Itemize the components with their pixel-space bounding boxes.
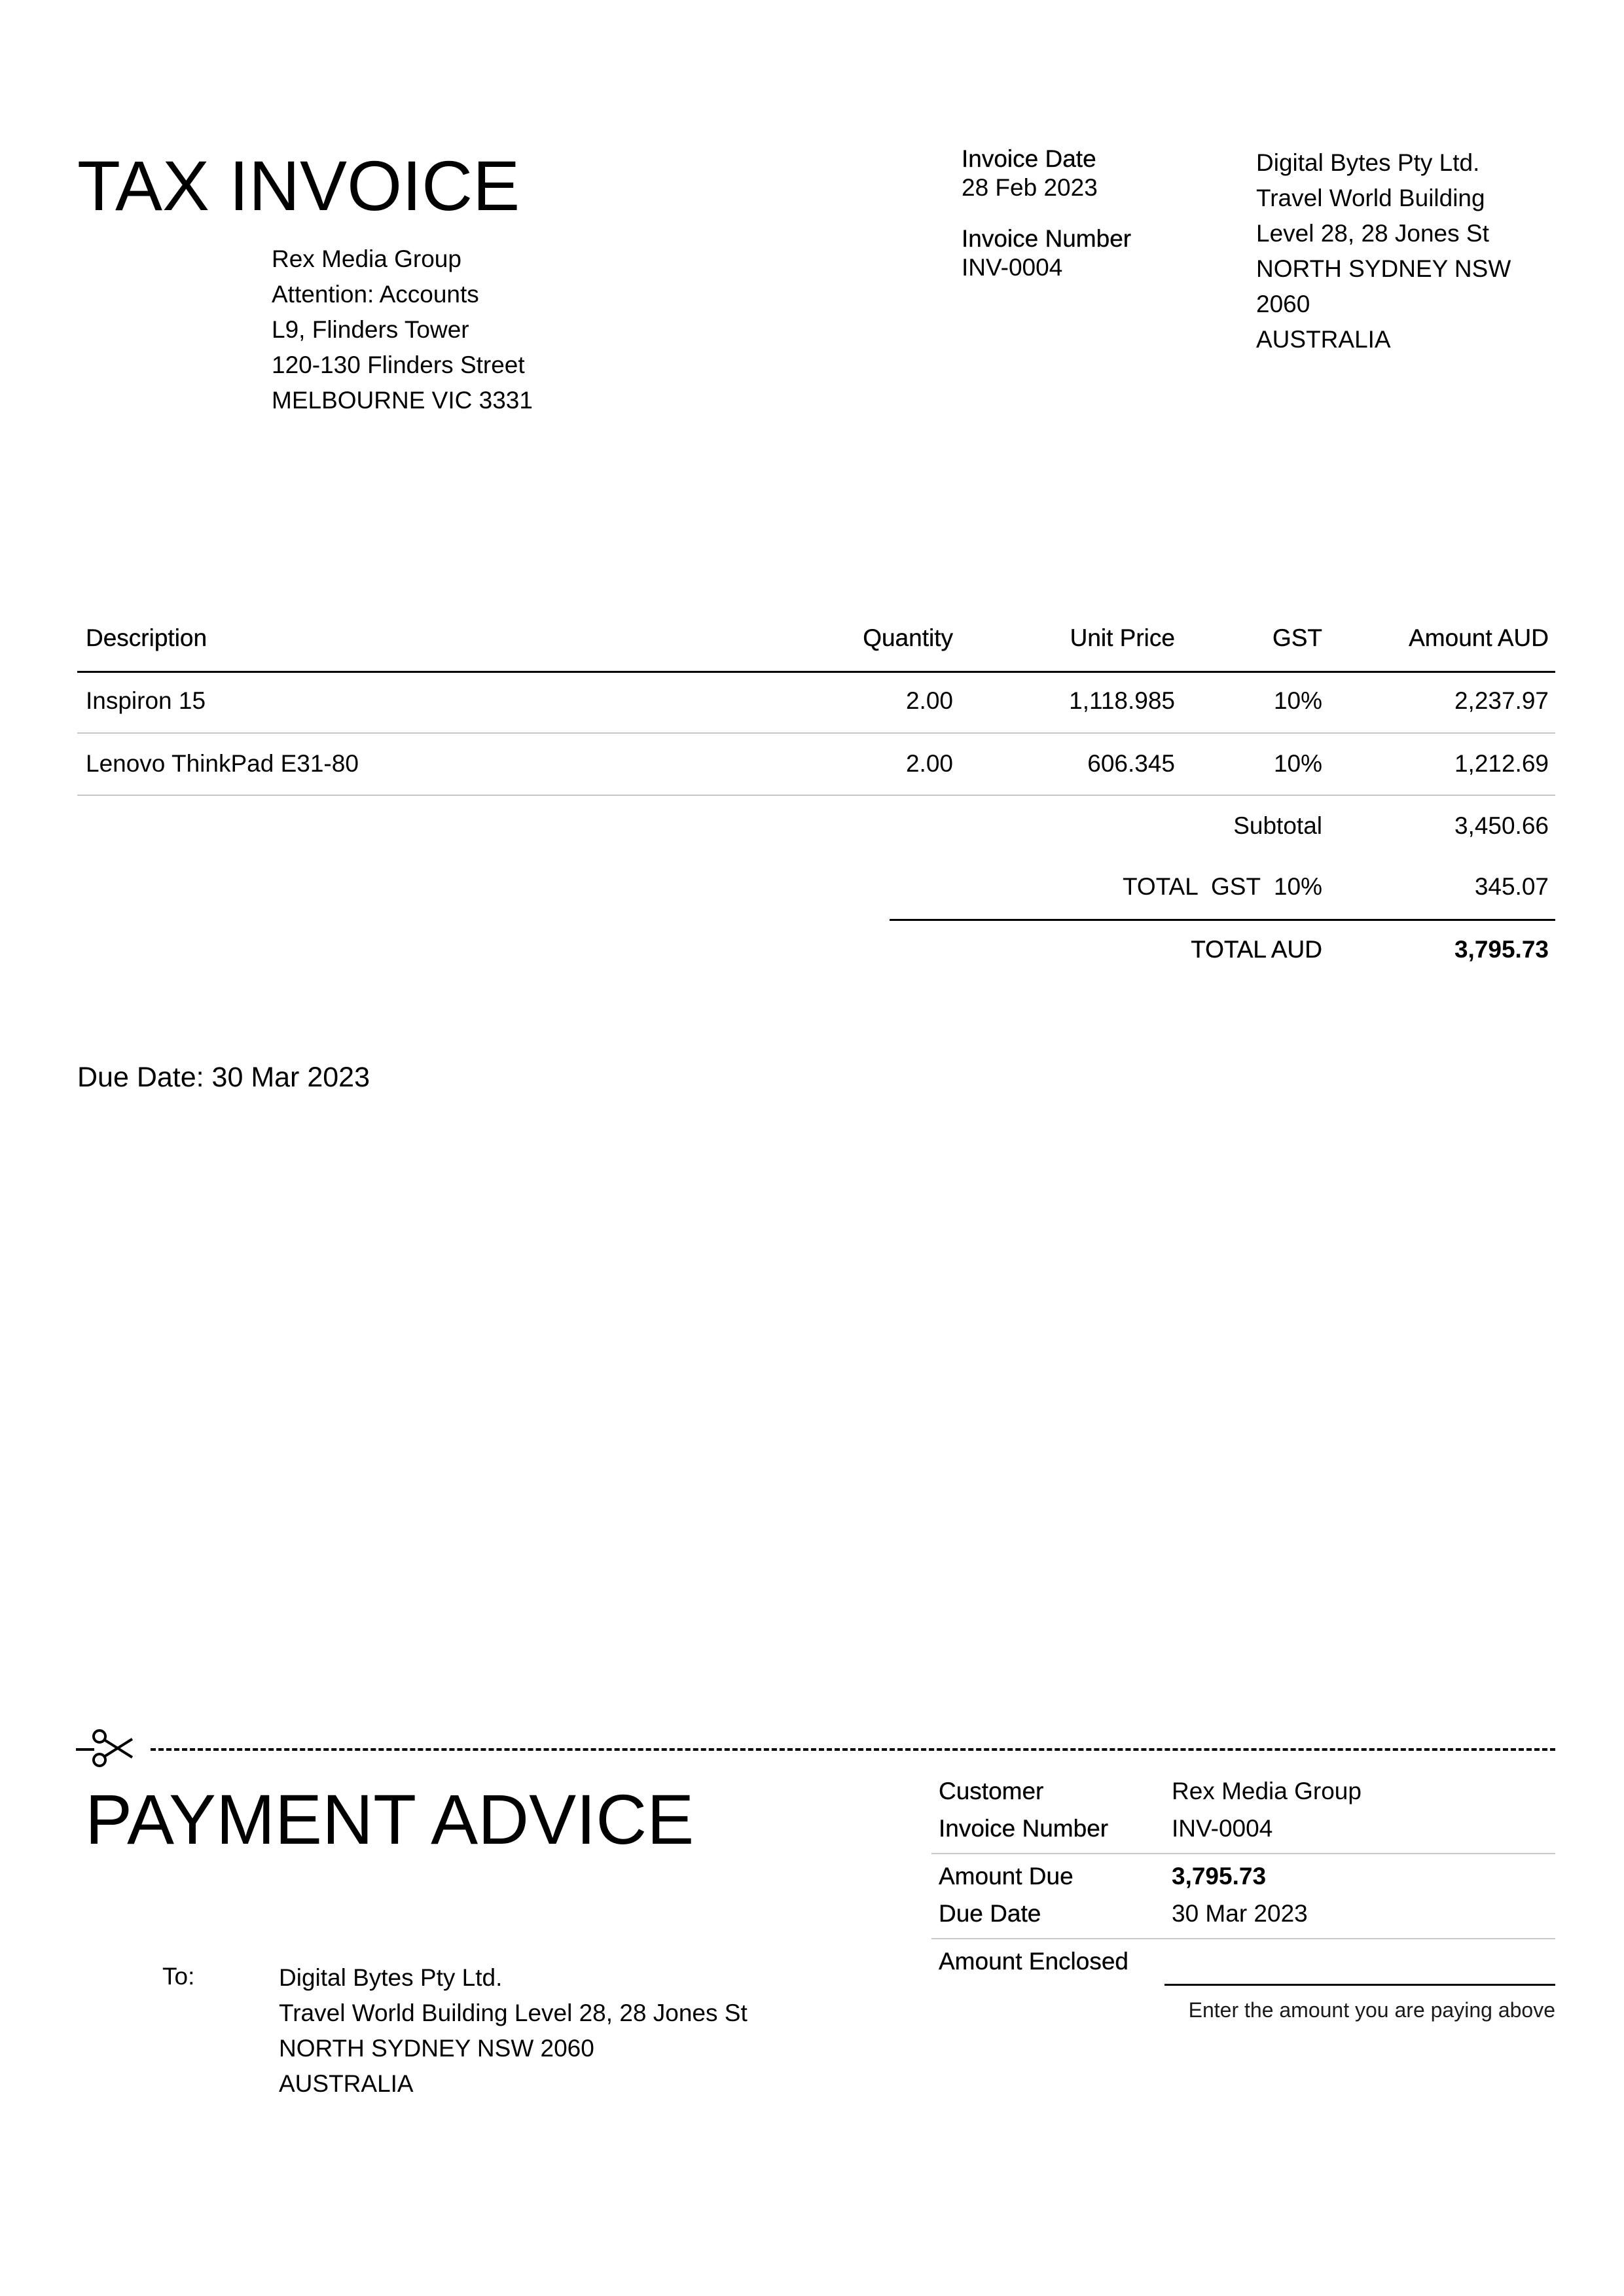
row-divider [77, 795, 1555, 796]
pa-due-date-label: Due Date [939, 1900, 1041, 1927]
gst-total-value: 345.07 [1474, 873, 1549, 900]
col-header-amount: Amount AUD [1409, 624, 1549, 651]
from-line: Digital Bytes Pty Ltd. [1256, 149, 1480, 176]
from-line: NORTH SYDNEY NSW [1256, 255, 1511, 282]
bill-to-line: Attention: Accounts [272, 281, 479, 308]
row-quantity: 2.00 [905, 750, 953, 777]
row-unit-price: 1,118.985 [1069, 687, 1175, 714]
summary-divider [931, 1853, 1555, 1854]
amount-due-label: Amount Due [939, 1863, 1074, 1890]
from-line: Level 28, 28 Jones St [1256, 220, 1489, 247]
total-rule [890, 919, 1555, 921]
remit-to-line: Digital Bytes Pty Ltd. [279, 1964, 503, 1991]
payment-advice-title: PAYMENT ADVICE [85, 1780, 695, 1859]
remit-to-line: NORTH SYDNEY NSW 2060 [279, 2035, 594, 2062]
amount-enclosed-field[interactable] [1164, 1984, 1555, 1986]
from-address [1256, 145, 1511, 357]
scissors-icon [92, 1729, 134, 1771]
customer-label: Customer [939, 1778, 1044, 1804]
to-label: To: [162, 1963, 195, 1990]
invoice-date-value: 28 Feb 2023 [962, 174, 1098, 201]
subtotal-label: Subtotal [1233, 812, 1322, 839]
amount-due-value: 3,795.73 [1172, 1863, 1267, 1890]
bill-to-line: Rex Media Group [272, 245, 461, 272]
col-header-quantity: Quantity [863, 624, 953, 651]
invoice-meta [962, 145, 1131, 282]
invoice-number-value: INV-0004 [962, 254, 1063, 281]
remit-to-line: Travel World Building Level 28, 28 Jones St [279, 2000, 748, 2026]
subtotal-value: 3,450.66 [1454, 812, 1549, 839]
from-line: AUSTRALIA [1256, 326, 1391, 353]
amount-enclosed-note: Enter the amount you are paying above [1188, 1998, 1555, 2022]
from-line: Travel World Building [1256, 185, 1485, 211]
summary-divider [931, 1938, 1555, 1939]
cut-line [151, 1748, 1555, 1751]
pa-invoice-number-value: INV-0004 [1172, 1815, 1273, 1842]
invoice-title: TAX INVOICE [77, 146, 520, 225]
customer-value: Rex Media Group [1172, 1778, 1362, 1804]
pa-invoice-number-label: Invoice Number [939, 1815, 1109, 1842]
row-gst: 10% [1273, 750, 1322, 777]
pa-due-date-value: 30 Mar 2023 [1172, 1900, 1308, 1927]
invoice-number-label: Invoice Number [962, 225, 1132, 252]
invoice-date-label: Invoice Date [962, 145, 1096, 172]
bill-to-line: L9, Flinders Tower [272, 316, 469, 343]
row-amount: 1,212.69 [1454, 750, 1549, 777]
from-line: 2060 [1256, 291, 1310, 317]
row-description: Inspiron 15 [86, 687, 206, 714]
bill-to-line: 120-130 Flinders Street [272, 351, 525, 378]
row-gst: 10% [1273, 687, 1322, 714]
row-description: Lenovo ThinkPad E31-80 [86, 750, 359, 777]
table-header-rule [77, 671, 1555, 673]
col-header-gst: GST [1272, 624, 1322, 651]
due-date-text: Due Date: 30 Mar 2023 [77, 1062, 370, 1093]
row-divider [77, 732, 1555, 734]
total-label: TOTAL AUD [1191, 936, 1322, 963]
bill-to-address [272, 242, 533, 418]
total-value: 3,795.73 [1454, 936, 1549, 963]
row-unit-price: 606.345 [1087, 750, 1175, 777]
remit-to-address [279, 1960, 748, 2102]
col-header-unit-price: Unit Price [1070, 624, 1175, 651]
row-quantity: 2.00 [905, 687, 953, 714]
gst-total-label: TOTAL GST 10% [1122, 873, 1322, 900]
row-amount: 2,237.97 [1454, 687, 1549, 714]
remit-to-line: AUSTRALIA [279, 2070, 414, 2097]
col-header-description: Description [86, 624, 208, 651]
amount-enclosed-label: Amount Enclosed [939, 1948, 1129, 1975]
bill-to-line: MELBOURNE VIC 3331 [272, 387, 533, 414]
